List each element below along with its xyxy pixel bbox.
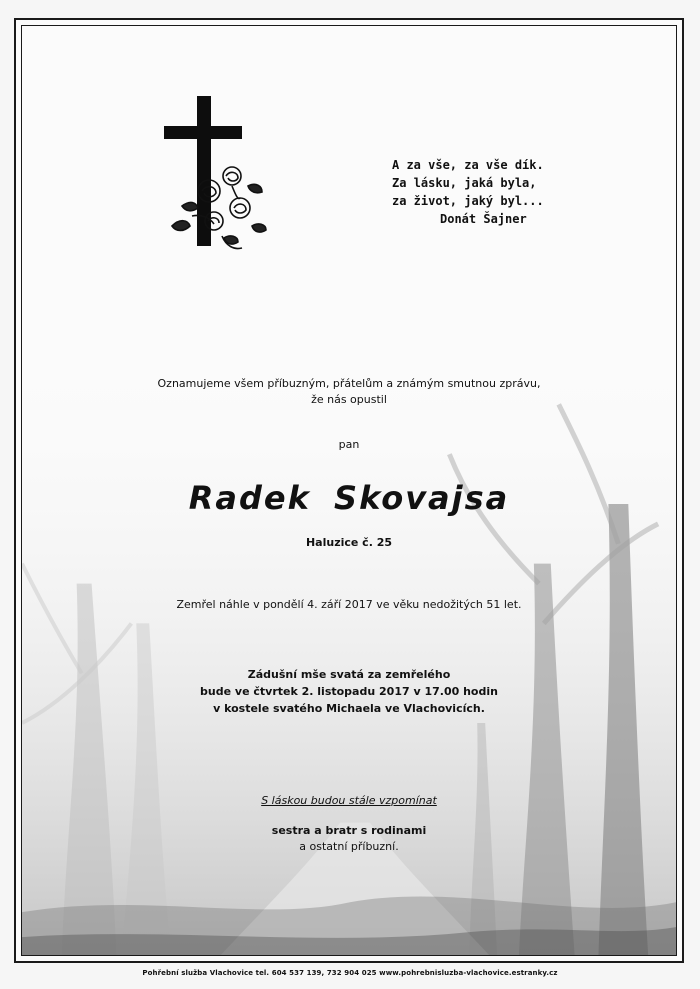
poem-line: Za lásku, jaká byla,	[392, 176, 537, 190]
announcement-line: že nás opustil	[311, 393, 387, 406]
deceased-name: Radek Skovajsa	[188, 479, 510, 517]
inner-border	[21, 25, 677, 956]
mass-line: Zádušní mše svatá za zemřelého	[247, 668, 451, 681]
page-border	[14, 18, 684, 963]
poem-line: A za vše, za vše dík.	[392, 158, 544, 172]
mourners	[22, 823, 676, 855]
honorific: pan	[338, 438, 360, 451]
mourners-line: sestra a bratr s rodinami	[271, 824, 427, 837]
cross-with-roses-icon	[162, 96, 272, 256]
announcement-line: Oznamujeme všem příbuzným, přátelům a známým smutnou zprávu,	[157, 377, 541, 390]
poem-line: za život, jaký byl...	[392, 194, 544, 208]
funeral-mass-info	[22, 666, 676, 717]
deceased-address: Haluzice č. 25	[305, 536, 393, 549]
remembrance-line: S láskou budou stále vzpomínat	[261, 794, 437, 807]
poem-author: Donát Šajner	[440, 212, 527, 226]
death-notice: Zemřel náhle v pondělí 4. září 2017 ve věku nedožitých 51 let.	[176, 598, 522, 611]
mourners-line: a ostatní příbuzní.	[299, 840, 399, 853]
announcement	[22, 376, 676, 408]
memorial-poem	[392, 156, 592, 228]
mass-line: bude ve čtvrtek 2. listopadu 2017 v 17.00 hodin	[200, 685, 498, 698]
funeral-service-footer: Pohřební služba Vlachovice tel. 604 537 139, 732 904 025 www.pohrebnisluzba-vlachovice.estranky.cz	[142, 969, 558, 977]
mass-line: v kostele svatého Michaela ve Vlachovicích.	[213, 702, 485, 715]
